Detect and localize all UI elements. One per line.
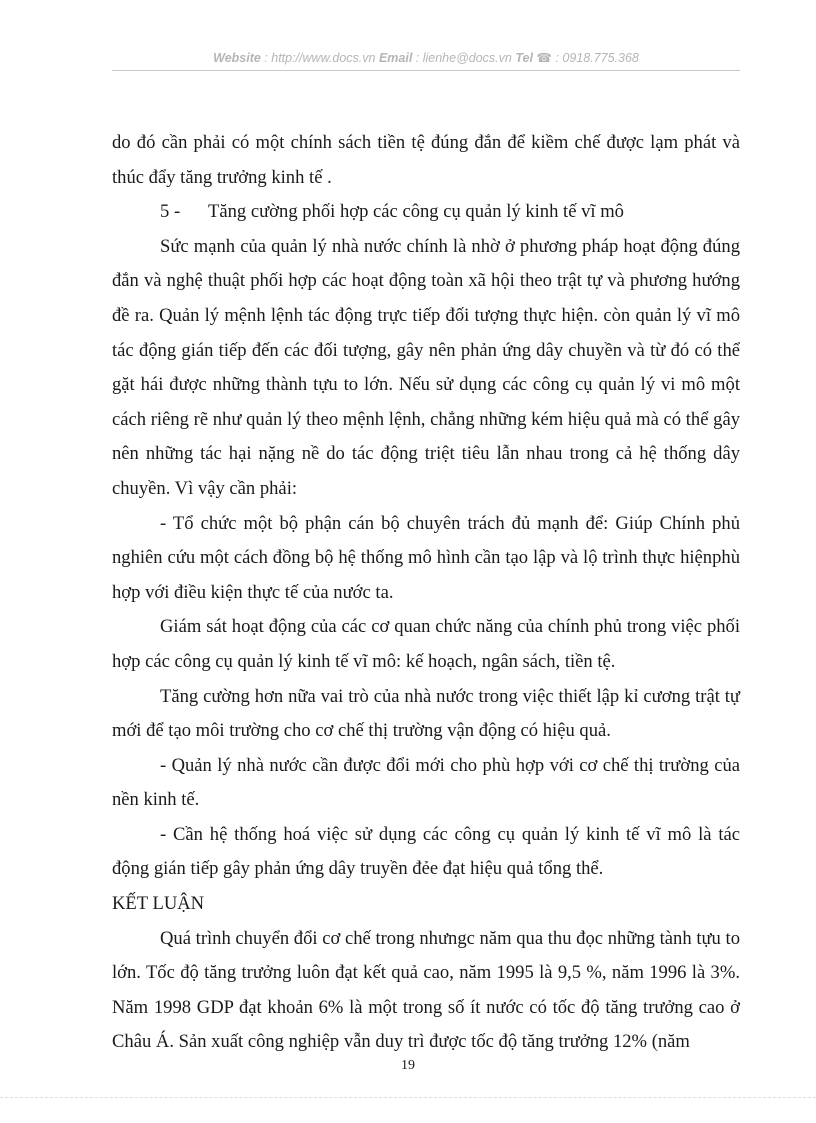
paragraph: Sức mạnh của quản lý nhà nước chính là nhờ ở phương pháp hoạt động đúng đắn và nghệ thuật phối hợp các hoạt động toàn xã hội theo trật tự và phương hướng đề ra. Quản lý mệnh lệnh tác động trực tiếp đối tượng thực hiện. còn quản lý vĩ mô tác động gián tiếp đến các đối tượng, gây nên phản ứng dây chuyền và từ đó có thể gặt hái được những thành tựu to lớn. Nếu sử dụng các công cụ quản lý vi mô một cách riêng rẽ như quản lý theo mệnh lệnh, chẳng những kém hiệu quả mà có thể gây nên những tác hại nặng nề do tác động triệt tiêu lẫn nhau trong cả hệ thống dây chuyền. Vì vậy cần phải: — [112, 235, 740, 499]
section-heading — [112, 195, 740, 230]
paragraph: Tăng cường hơn nữa vai trò của nhà nước trong việc thiết lập kỉ cương trật tự mới để tạo môi trường cho cơ chế thị trường vận động có hiệu quả. — [112, 685, 740, 742]
paragraph: - Quản lý nhà nước cần được đổi mới cho phù hợp với cơ chế thị trường của nền kinh tế. — [112, 754, 740, 811]
website-value: : http://www.docs.vn — [260, 51, 379, 65]
paragraph: Giám sát hoạt động của các cơ quan chức năng của chính phủ trong việc phối hợp các công cụ quản lý kinh tế vĩ mô: kế hoạch, ngân sách, tiền tệ. — [112, 616, 740, 672]
email-label: Email — [378, 51, 413, 65]
website-label: Website — [213, 51, 261, 65]
paragraph: - Cần hệ thống hoá việc sử dụng các công cụ quản lý kinh tế vĩ mô là tác động gián tiếp gây phản ứng dây truyền đẻe đạt hiệu quả tổng thể. — [112, 823, 740, 880]
section-heading-text: Tăng cường phối hợp các công cụ quản lý kinh tế vĩ mô — [208, 201, 624, 223]
paragraph: Quá trình chuyển đổi cơ chế trong nhưngc năm qua thu đọc những tành tựu to lớn. Tốc độ tăng trưởng luôn đạt kết quả cao, năm 1995 là 9,5 %, năm 1996 là 3%. Năm 1998 GDP đạt khoản 6% là một trong số ít nước có tốc độ tăng trưởng cao ở Châu Á. Sản xuất công nghiệp vẫn duy trì được tốc độ tăng trưởng 12% (năm — [112, 927, 740, 1053]
conclusion-title: KẾT LUẬN — [112, 893, 205, 915]
email-value: : lienhe@docs.vn — [412, 51, 516, 65]
paragraph-continuation: do đó cần phải có một chính sách tiền tệ đúng đắn để kiềm chế được lạm phát và thúc đẩy tăng trưởng kinh tế . — [112, 132, 740, 188]
section-number: 5 - — [160, 201, 181, 223]
document-body — [112, 126, 740, 1060]
paragraph: - Tổ chức một bộ phận cán bộ chuyên trách đủ mạnh để: Giúp Chính phủ nghiên cứu một cách đồng bộ hệ thống mô hình cần tạo lập và lộ trình thực hiệnphù hợp với điều kiện thực tế của nước ta. — [112, 512, 740, 603]
page-header — [112, 50, 740, 65]
header-divider — [112, 70, 740, 71]
tel-value: : 0918.775.368 — [551, 51, 639, 65]
footer-divider — [0, 1097, 816, 1098]
page-number: 19 — [401, 1058, 415, 1073]
tel-label: Tel ☎ — [515, 51, 552, 65]
